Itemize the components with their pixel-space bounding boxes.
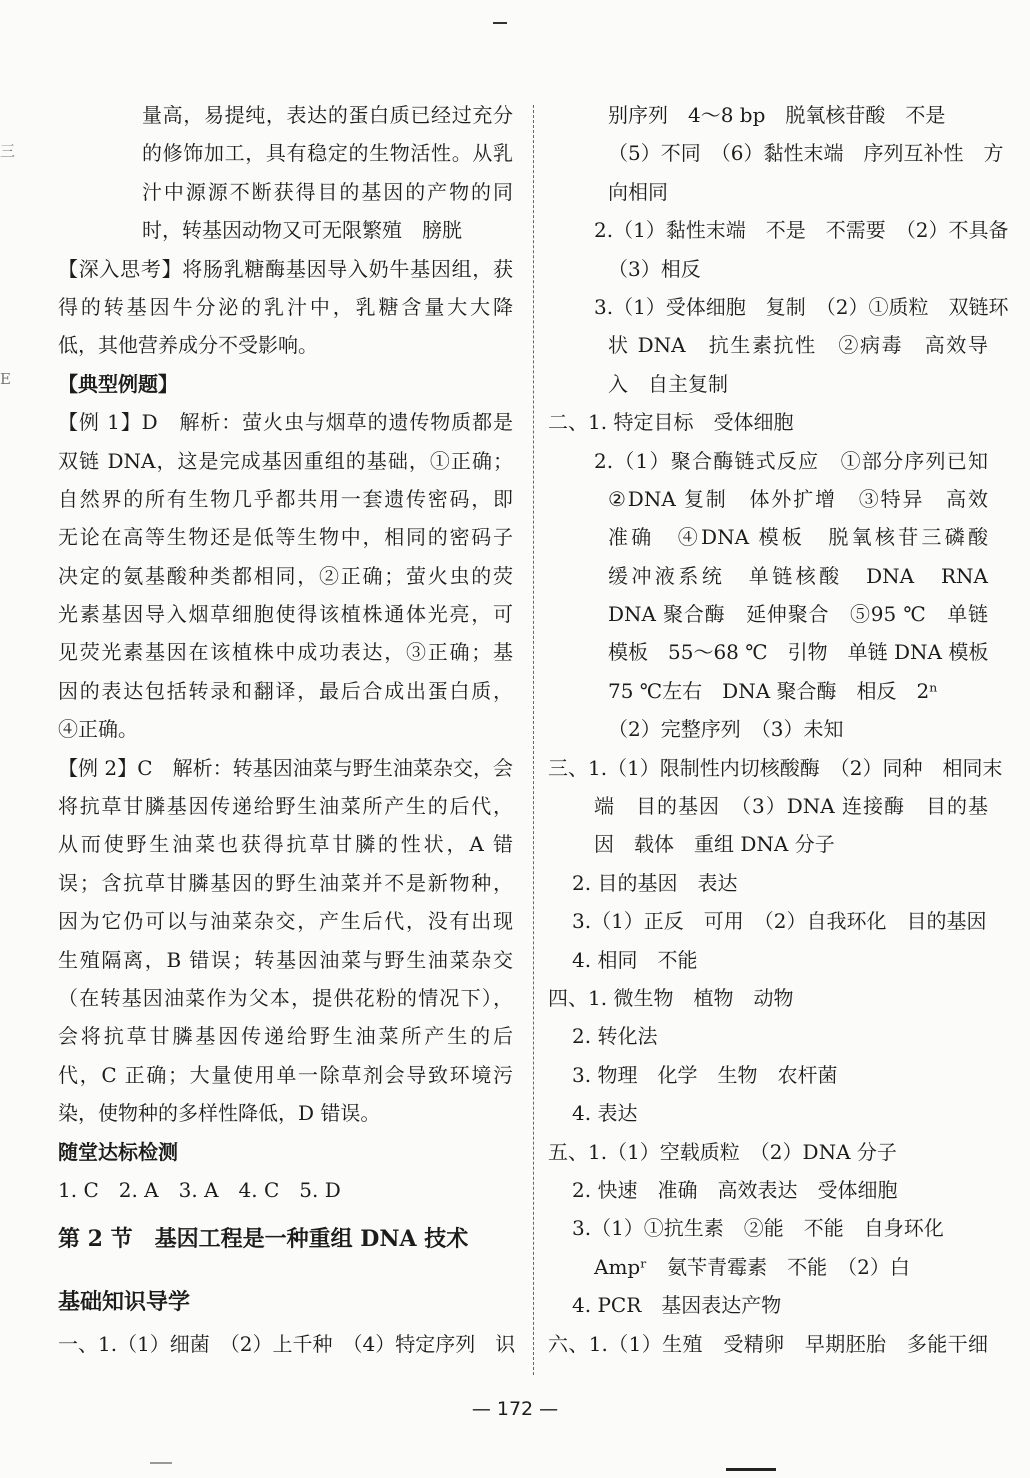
text-line: ④正确。 (58, 717, 138, 742)
text-line: 向相同 (608, 179, 668, 204)
left-column (58, 96, 516, 1364)
text-line: 光素基因导入烟草细胞使得该植株通体光亮，可 (58, 602, 513, 627)
text-line: 染，使物种的多样性降低，D 错误。 (58, 1101, 381, 1126)
text-line: 汁中源源不断获得目的基因的产物的同 (142, 179, 513, 204)
text-line: （5）不同 （6）黏性末端 序列互补性 方 (608, 141, 1004, 166)
page-number: — 172 — (471, 1398, 559, 1420)
text-line: 【例 1】D 解析：萤火虫与烟草的遗传物质都是 (58, 410, 513, 435)
text-line: 入 自主复制 (608, 371, 728, 396)
text-line: 将抗草甘膦基因传递给野生油菜所产生的后代， (58, 794, 513, 819)
text-line: 2. 转化法 (572, 1024, 658, 1049)
text-line: 二、1. 特定目标 受体细胞 (548, 410, 794, 435)
margin-glyph: E (0, 370, 11, 388)
text-line: 75 ℃左右 DNA 聚合酶 相反 2ⁿ (608, 678, 938, 703)
text-line: 3.（1）①抗生素 ②能 不能 自身环化 (572, 1216, 944, 1241)
text-line: 4. 相同 不能 (572, 947, 698, 972)
text-line: 低，其他营养成分不受影响。 (58, 333, 318, 358)
bottom-mark (150, 1462, 172, 1464)
text-line: 四、1. 微生物 植物 动物 (548, 985, 794, 1010)
text-line: 见荧光素基因在该植株中成功表达，③正确；基 (58, 640, 513, 665)
text-line: 4. PCR 基因表达产物 (572, 1293, 782, 1318)
text-line: （2）完整序列 （3）未知 (608, 717, 844, 742)
text-line: 2. 快速 准确 高效表达 受体细胞 (572, 1177, 898, 1202)
text-line: 时，转基因动物又可无限繁殖 膀胱 (142, 218, 462, 243)
section-heading (58, 1209, 513, 1269)
text-line: 决定的氨基酸种类都相同，②正确；萤火虫的荧 (58, 563, 513, 588)
text-line: （在转基因油菜作为父本，提供花粉的情况下）， (58, 985, 513, 1010)
text-line: 别序列 4～8 bp 脱氧核苷酸 不是 (608, 103, 946, 127)
text-line: 的修饰加工，具有稳定的生物活性。从乳 (142, 141, 513, 166)
text-line: 3.（1）正反 可用 （2）自我环化 目的基因 (572, 909, 987, 934)
top-mark (493, 22, 507, 24)
text-line: 自然界的所有生物几乎都共用一套遗传密码，即 (58, 486, 513, 511)
bottom-mark (726, 1468, 776, 1471)
right-column (548, 96, 1009, 1363)
text-line: 模板 55～68 ℃ 引物 单链 DNA 模板 (608, 640, 989, 665)
text-line: 状 DNA 抗生素抗性 ②病毒 高效导 (608, 333, 988, 358)
text-line: 2.（1）黏性末端 不是 不需要 （2）不具备 (594, 218, 1009, 243)
text-line: 因 载体 重组 DNA 分子 (594, 832, 835, 857)
text-line: 五、1.（1）空载质粒 （2）DNA 分子 (548, 1139, 897, 1164)
text-line: 3. 物理 化学 生物 农杆菌 (572, 1062, 838, 1087)
column-divider (533, 105, 534, 1375)
section-number: 第 2 节 (58, 1226, 133, 1253)
text-line: 得的转基因牛分泌的乳汁中，乳糖含量大大降 (58, 294, 513, 319)
text-line: ②DNA 复制 体外扩增 ③特异 高效 (608, 486, 988, 511)
text-line: 因的表达包括转录和翻译，最后合成出蛋白质， (58, 678, 513, 703)
text-line: 1. C 2. A 3. A 4. C 5. D (58, 1177, 341, 1202)
text-line: 代，C 正确；大量使用单一除草剂会导致环境污 (58, 1062, 513, 1087)
text-line: 缓冲液系统 单链核酸 DNA RNA (608, 563, 988, 588)
text-line: 量高，易提纯，表达的蛋白质已经过充分 (142, 103, 513, 127)
text-line: 一、1.（1）细菌 （2）上千种 （4）特定序列 识 (58, 1332, 516, 1357)
text-line: 2.（1）聚合酶链式反应 ①部分序列已知 (594, 448, 988, 473)
text-line: 会将抗草甘膦基因传递给野生油菜所产生的后 (58, 1024, 513, 1049)
text-line: 从而使野生油菜也获得抗草甘膦的性状，A 错 (58, 832, 513, 857)
text-line: 三、1.（1）限制性内切核酸酶 （2）同种 相同末 (548, 755, 1003, 780)
text-line: 随堂达标检测 (58, 1139, 178, 1164)
text-line: 因为它仍可以与油菜杂交，产生后代，没有出现 (58, 909, 513, 934)
text-line: 【典型例题】 (58, 371, 178, 396)
text-line: 六、1.（1）生殖 受精卵 早期胚胎 多能干细 (548, 1331, 988, 1356)
text-line: 端 目的基因 （3）DNA 连接酶 目的基 (594, 794, 988, 819)
text-line: 双链 DNA，这是完成基因重组的基础，①正确； (58, 448, 513, 473)
subheading: 基础知识导学 (58, 1289, 191, 1316)
text-line: （3）相反 (608, 256, 701, 281)
section-title: 基因工程是一种重组 DNA 技术 (154, 1226, 469, 1253)
margin-glyph: 三 (0, 142, 16, 160)
text-line: DNA 聚合酶 延伸聚合 ⑤95 ℃ 单链 (608, 602, 988, 627)
text-line: 无论在高等生物还是低等生物中，相同的密码子 (58, 525, 513, 550)
text-line: 生殖隔离，B 错误；转基因油菜与野生油菜杂交 (58, 947, 513, 972)
text-line: 3.（1）受体细胞 复制 （2）①质粒 双链环 (594, 294, 1009, 319)
text-line: 误；含抗草甘膦基因的野生油菜并不是新物种， (58, 870, 513, 895)
text-line: 【例 2】C 解析：转基因油菜与野生油菜杂交，会 (58, 755, 513, 780)
text-line: 【深入思考】将肠乳糖酶基因导入奶牛基因组，获 (58, 256, 513, 281)
text-line: 准确 ④DNA 模板 脱氧核苷三磷酸 (608, 525, 988, 550)
text-line: 4. 表达 (572, 1101, 638, 1126)
text-line: 2. 目的基因 表达 (572, 870, 738, 895)
text-line: Ampʳ 氨苄青霉素 不能 （2）白 (594, 1254, 910, 1279)
